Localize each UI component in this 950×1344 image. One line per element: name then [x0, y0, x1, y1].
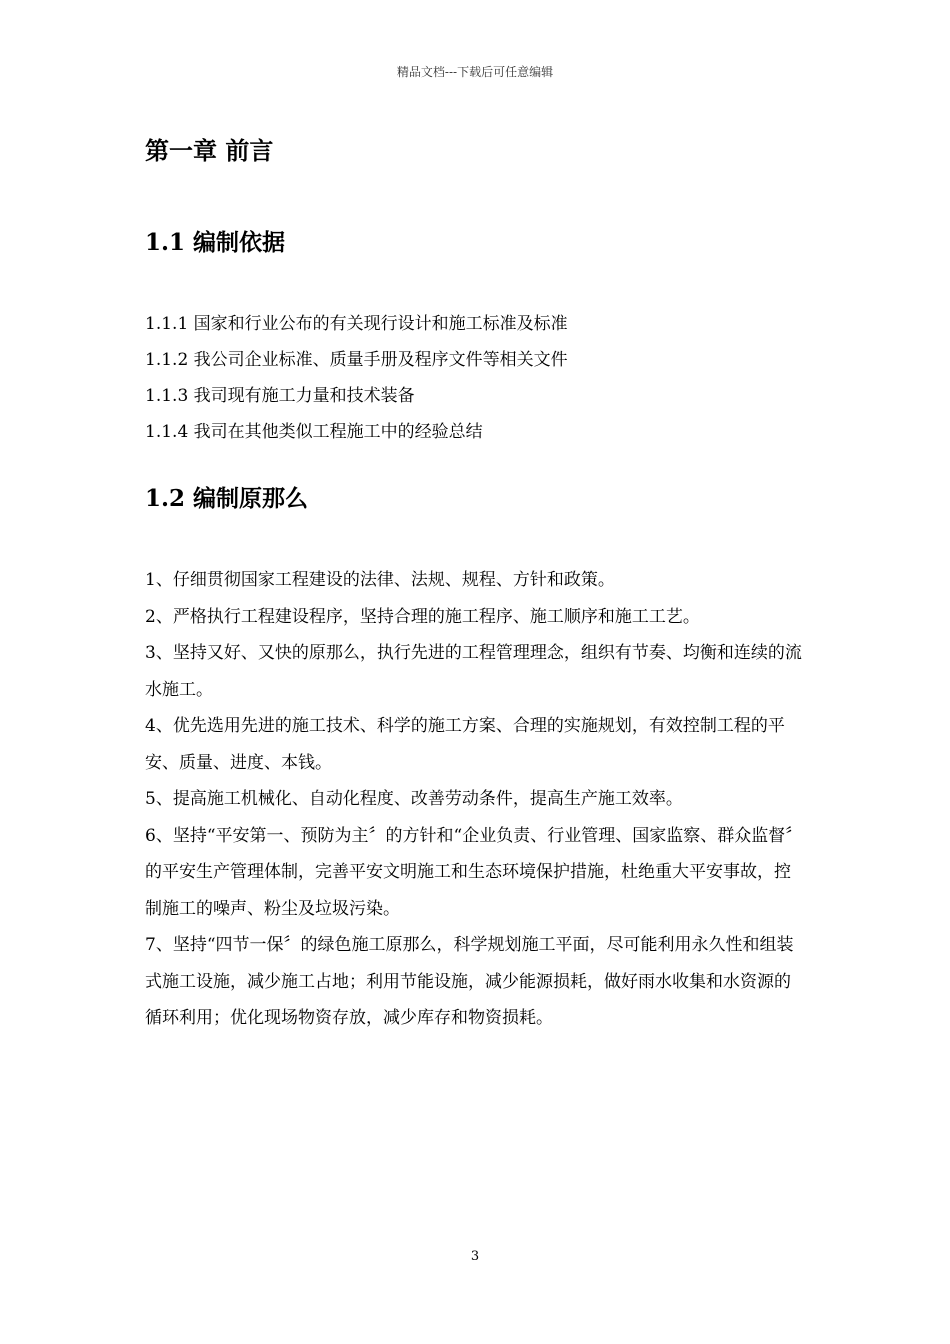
list-item: 1.1.2 我公司企业标准、质量手册及程序文件等相关文件	[145, 350, 568, 370]
list-item: 1.1.1 国家和行业公布的有关现行设计和施工标准及标准	[145, 314, 568, 334]
paragraph: 6、坚持“平安第一、预防为主〞的方针和“企业负责、行业管理、国家监察、群众监督〞的平安生产管理体制，完善平安文明施工和生态环境保护措施，杜绝重大平安事故，控制施工的噪声、粉尘及垃圾污染。	[145, 825, 803, 919]
section-title-basis: 1.1 编制依据	[145, 229, 286, 256]
paragraph: 3、坚持又好、又快的原那么，执行先进的工程管理理念，组织有节奏、均衡和连续的流水施工。	[145, 643, 802, 700]
page-number: 3	[470, 1249, 480, 1264]
list-item: 1.1.4 我司在其他类似工程施工中的经验总结	[145, 422, 483, 442]
section-title-principles: 1.2 编制原那么	[145, 485, 309, 512]
paragraph: 7、坚持“四节一保〞的绿色施工原那么，科学规划施工平面，尽可能利用永久性和组装式施工设施，减少施工占地；利用节能设施，减少能源损耗，做好雨水收集和水资源的循环利用；优化现场物资存放，减少库存和物资损耗。	[145, 935, 794, 1028]
paragraph: 5、提高施工机械化、自动化程度、改善劳动条件，提高生产施工效率。	[145, 789, 683, 809]
principles-list	[145, 562, 807, 1037]
page-header: 精品文档---下载后可任意编辑	[396, 65, 554, 79]
paragraph: 2、严格执行工程建设程序，坚持合理的施工程序、施工顺序和施工工艺。	[145, 606, 700, 627]
paragraph: 1、仔细贯彻国家工程建设的法律、法规、规程、方针和政策。	[145, 570, 615, 590]
basis-list	[145, 306, 815, 450]
list-item: 1.1.3 我司现有施工力量和技术装备	[145, 386, 415, 406]
chapter-title: 第一章 前言	[145, 136, 274, 165]
paragraph: 4、优先选用先进的施工技术、科学的施工方案、合理的实施规划，有效控制工程的平安、质量、进度、本钱。	[145, 716, 785, 773]
